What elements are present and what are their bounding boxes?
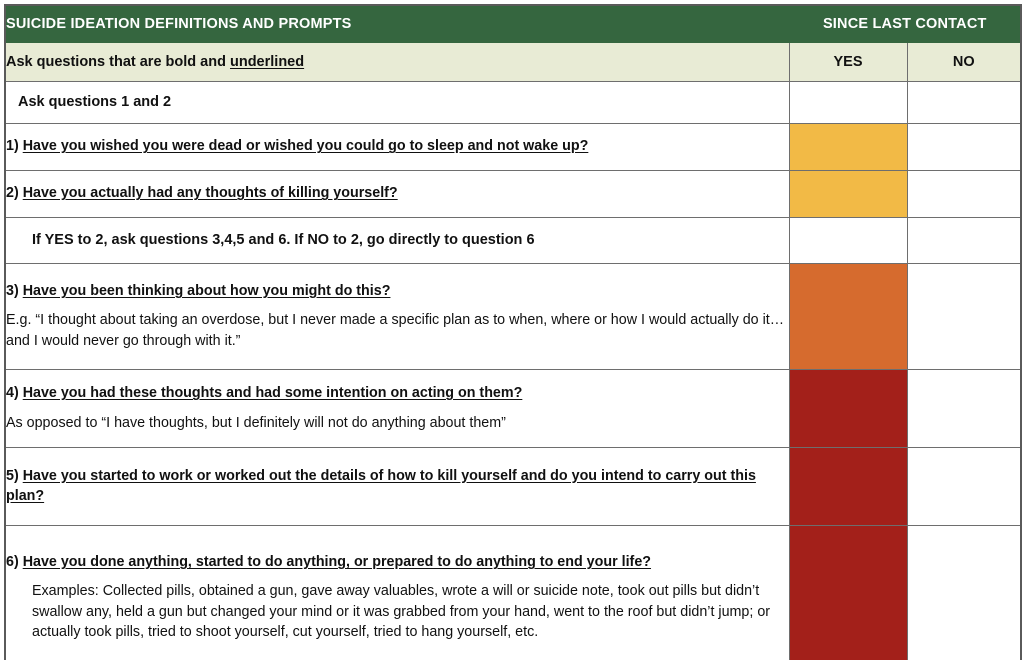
branch-no-cell-blank[interactable] — [907, 217, 1021, 263]
table-row-question-5 — [5, 447, 1021, 525]
question-6-number: 6) — [6, 554, 19, 571]
question-6-text: Have you done anything, started to do anything, or prepared to do anything to end your life? — [22, 554, 652, 571]
branch-yes-cell-blank[interactable] — [789, 217, 907, 263]
column-header-yes — [789, 42, 907, 81]
table-row-question-1 — [5, 123, 1021, 170]
question-3-cell — [5, 263, 789, 369]
no-label: NO — [952, 53, 975, 70]
question-1-yes-cell[interactable] — [789, 123, 907, 170]
question-4-note: As opposed to “I have thoughts, but I definitely will not do anything about them” — [6, 414, 506, 431]
question-5-no-cell[interactable] — [907, 447, 1021, 525]
question-3-yes-cell[interactable] — [789, 263, 907, 369]
question-2-number: 2) — [6, 185, 19, 202]
question-2-text: Have you actually had any thoughts of killing yourself? — [22, 185, 398, 202]
question-1-number: 1) — [6, 138, 19, 155]
header-title-cell — [5, 5, 789, 42]
question-4-number: 4) — [6, 385, 19, 402]
question-5-text: Have you started to work or worked out the details of how to kill yourself and do you intend to carry out this plan? — [6, 467, 756, 504]
section-row-ask-1-and-2 — [5, 81, 1021, 123]
since-last-contact-label: SINCE LAST CONTACT — [822, 15, 987, 32]
header-since-last-contact-cell — [789, 5, 1021, 42]
question-4-cell — [5, 369, 789, 447]
section-row-branch-note — [5, 217, 1021, 263]
question-2-cell — [5, 170, 789, 217]
question-1-no-cell[interactable] — [907, 123, 1021, 170]
page-title: SUICIDE IDEATION DEFINITIONS AND PROMPTS — [6, 15, 352, 32]
section-ask-1-and-2-text: Ask questions 1 and 2 — [18, 93, 172, 110]
cssrs-table — [4, 4, 1022, 660]
table-row-question-3 — [5, 263, 1021, 369]
question-6-yes-cell[interactable] — [789, 525, 907, 660]
question-5-cell — [5, 447, 789, 525]
answer-cell-yes-blank[interactable] — [789, 81, 907, 123]
question-1-text: Have you wished you were dead or wished you could go to sleep and not wake up? — [22, 138, 589, 155]
answer-cell-no-blank[interactable] — [907, 81, 1021, 123]
table-subheader-row — [5, 42, 1021, 81]
branch-note-cell — [5, 217, 789, 263]
column-header-no — [907, 42, 1021, 81]
question-4-no-cell[interactable] — [907, 369, 1021, 447]
question-6-no-cell[interactable] — [907, 525, 1021, 660]
question-6-cell — [5, 525, 789, 660]
branch-note-text: If YES to 2, ask questions 3,4,5 and 6. If NO to 2, go directly to question 6 — [32, 231, 535, 248]
question-2-yes-cell[interactable] — [789, 170, 907, 217]
table-row-question-4 — [5, 369, 1021, 447]
instruction-text: Ask questions that are bold and — [6, 53, 230, 70]
question-3-number: 3) — [6, 283, 19, 300]
question-4-yes-cell[interactable] — [789, 369, 907, 447]
question-6-note: Examples: Collected pills, obtained a gun, gave away valuables, wrote a will or suicide note, took out pills but didn’t swallow any, held a gun but changed your mind or it was grabbed from your hand, went to the roof but didn’t jump; or actually took pills, tried to shoot yourself, cut yourself, tried to hang yourself, etc. — [32, 583, 771, 641]
instruction-cell — [5, 42, 789, 81]
yes-label: YES — [833, 53, 863, 70]
question-5-number: 5) — [6, 467, 19, 484]
table-row-question-2 — [5, 170, 1021, 217]
question-1-cell — [5, 123, 789, 170]
table-header-row — [5, 5, 1021, 42]
instruction-underlined-word: underlined — [229, 53, 305, 70]
question-2-no-cell[interactable] — [907, 170, 1021, 217]
question-5-yes-cell[interactable] — [789, 447, 907, 525]
question-3-text: Have you been thinking about how you might do this? — [22, 283, 391, 300]
question-4-text: Have you had these thoughts and had some intention on acting on them? — [22, 385, 523, 402]
table-row-question-6 — [5, 525, 1021, 660]
question-3-no-cell[interactable] — [907, 263, 1021, 369]
section-label-cell — [5, 81, 789, 123]
question-3-note: E.g. “I thought about taking an overdose, but I never made a specific plan as to when, where or how I would actually do it…and I would never go through with it.” — [6, 312, 785, 349]
